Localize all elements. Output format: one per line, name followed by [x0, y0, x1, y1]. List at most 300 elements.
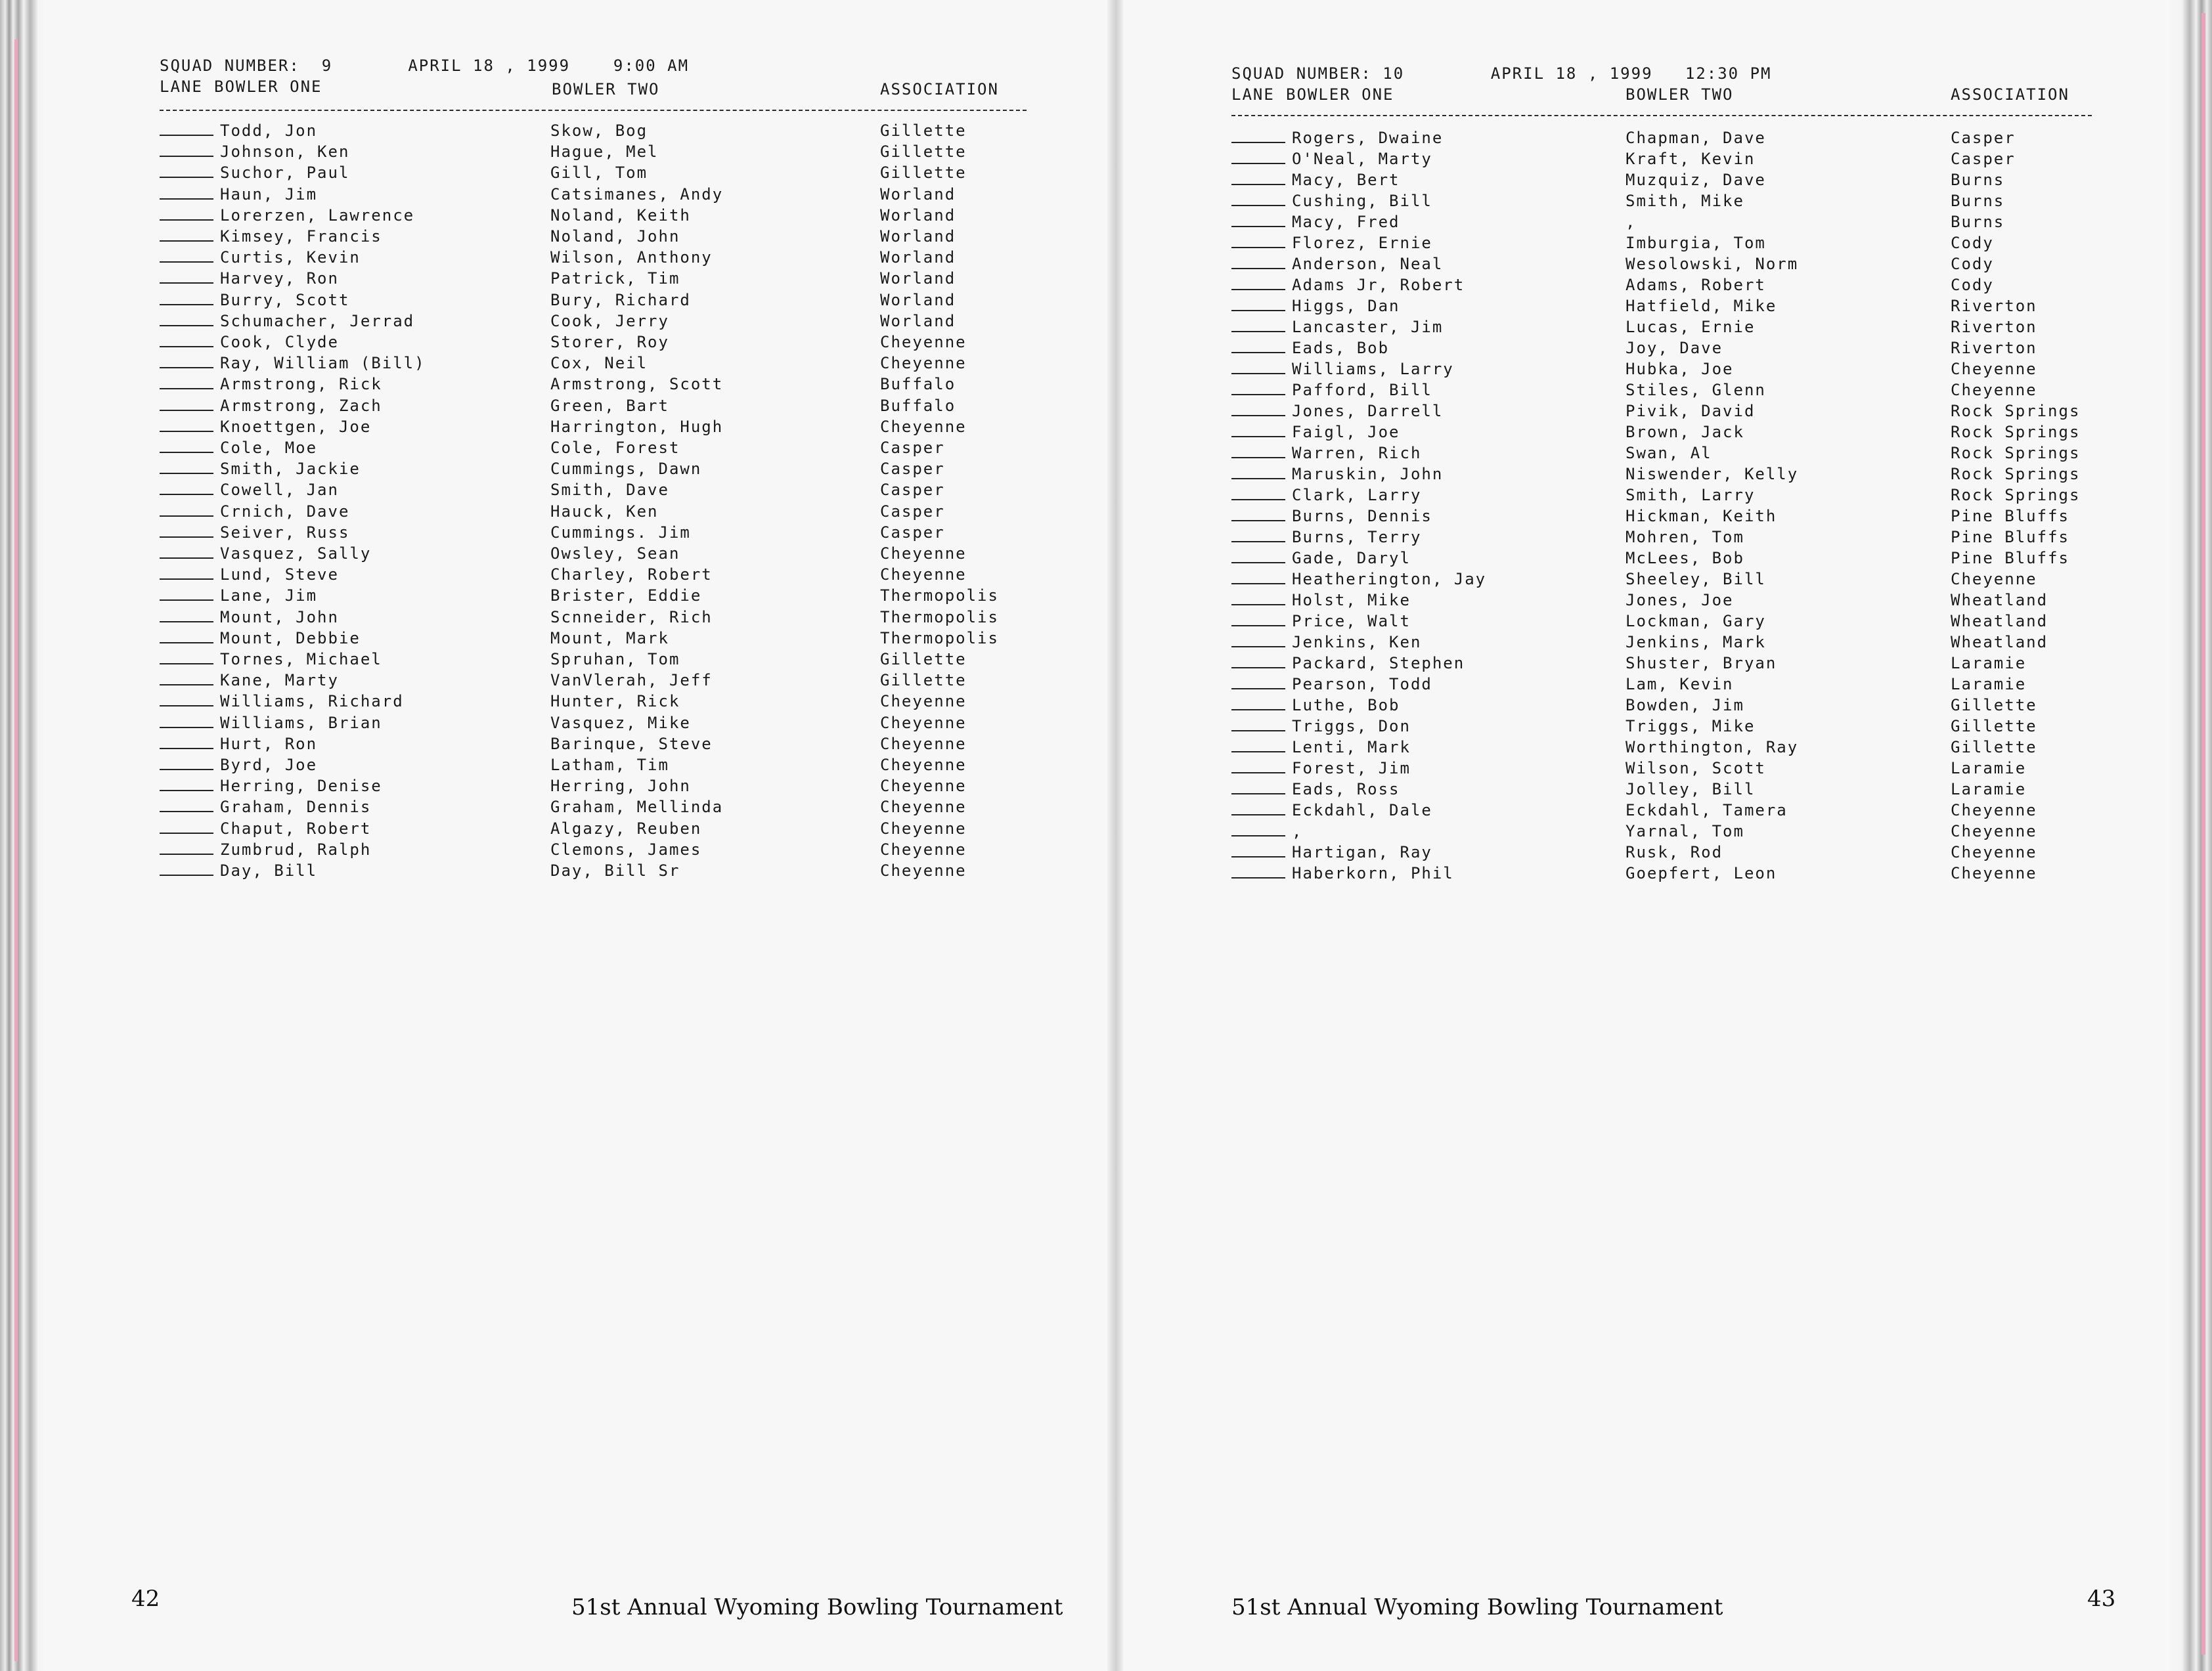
association-name: Gillette [880, 142, 967, 162]
bowler-two-name: Smith, Mike [1626, 192, 1744, 210]
bowler-one-name: Lancaster, Jim [1292, 318, 1444, 336]
association-name: Cheyenne [880, 692, 967, 711]
bowler-two-name: Owsley, Sean [550, 544, 680, 563]
bowler-two-name: Herring, John [550, 777, 691, 796]
table-row [1231, 506, 2112, 527]
association-name: Casper [880, 481, 945, 500]
association-name: Gillette [880, 163, 967, 183]
lane-blank-line [1231, 415, 1285, 416]
table-row [160, 522, 1040, 543]
lane-blank-line [1231, 688, 1285, 689]
bowler-two-name: Graham, Mellinda [550, 798, 724, 817]
bowler-two-name: Adams, Robert [1626, 276, 1766, 294]
table-row [160, 628, 1040, 649]
right-pink-edge [2201, 13, 2205, 1655]
table-row [1231, 380, 2112, 401]
association-name: Riverton [1951, 297, 2037, 315]
bowler-two-name: Stiles, Glenn [1626, 381, 1766, 399]
lane-blank-line [160, 452, 213, 453]
bowler-two-name: Hauck, Ken [550, 502, 659, 521]
lane-blank-line [1231, 268, 1285, 269]
bowler-one-name: Williams, Richard [220, 692, 404, 711]
lane-blank-line [160, 431, 213, 432]
lane-blank-line [160, 748, 213, 749]
bowler-one-name: Forest, Jim [1292, 759, 1411, 777]
bowler-two-name: Hunter, Rick [550, 692, 680, 711]
association-name: Pine Bluffs [1951, 528, 2069, 546]
table-row [160, 374, 1040, 395]
bowler-one-name: Lane, Jim [220, 586, 318, 605]
table-row [1231, 590, 2112, 611]
bowler-two-name: Cole, Forest [550, 439, 680, 457]
association-name: Casper [880, 460, 945, 479]
bowler-one-name: Knoettgen, Joe [220, 417, 372, 436]
lane-blank-line [160, 156, 213, 157]
lane-blank-line [1231, 205, 1285, 206]
bowler-one-name: Burns, Dennis [1292, 507, 1432, 525]
table-row [160, 649, 1040, 670]
bowler-two-name: Cummings. Jim [550, 523, 691, 542]
bowler-one-name: Cowell, Jan [220, 481, 339, 500]
bowler-two-name: Hickman, Keith [1626, 507, 1777, 525]
bowler-two-name: Spruhan, Tom [550, 650, 680, 668]
bowler-two-name: Wilson, Anthony [550, 248, 713, 267]
bowler-one-name: Kimsey, Francis [220, 227, 382, 246]
bowler-one-name: Vasquez, Sally [220, 544, 372, 563]
lane-blank-line [160, 410, 213, 411]
bowler-two-name: Noland, John [550, 227, 680, 246]
bowler-two-name: Hague, Mel [550, 142, 659, 162]
bowler-two-name: Cummings, Dawn [550, 460, 702, 479]
table-row [1231, 548, 2112, 569]
association-name: Buffalo [880, 396, 956, 415]
association-name: Pine Bluffs [1951, 507, 2069, 525]
bowler-one-name: Pafford, Bill [1292, 381, 1432, 399]
table-row [1231, 253, 2112, 274]
bowler-one-name: Maruskin, John [1292, 465, 1444, 483]
table-row [160, 818, 1040, 839]
lane-blank-line [1231, 709, 1285, 710]
bowler-two-name: Goepfert, Leon [1626, 864, 1777, 882]
bowler-two-name: Joy, Dave [1626, 339, 1723, 357]
bowler-two-name: , [1626, 213, 1637, 231]
bowler-two-name: Day, Bill Sr [550, 861, 680, 880]
lane-blank-line [1231, 520, 1285, 521]
bowler-two-name: Mohren, Tom [1626, 528, 1744, 546]
association-name: Gillette [1951, 738, 2037, 756]
lane-blank-line [1231, 436, 1285, 437]
bowler-two-name: Bowden, Jim [1626, 696, 1744, 714]
table-row [1231, 190, 2112, 211]
lane-blank-line [1231, 394, 1285, 395]
table-row [1231, 148, 2112, 169]
col-bowler-one-right: BOWLER ONE [1286, 85, 1394, 104]
association-name: Rock Springs [1951, 465, 2081, 483]
lane-blank-line [160, 557, 213, 559]
bowler-one-name: Armstrong, Zach [220, 396, 382, 415]
bowler-one-name: Heatherington, Jay [1292, 570, 1487, 588]
bowler-two-name: Chapman, Dave [1626, 129, 1766, 147]
bowler-two-name: VanVlerah, Jeff [550, 671, 713, 690]
bowler-one-name: Williams, Brian [220, 713, 382, 732]
association-name: Cheyenne [880, 777, 967, 796]
table-row [1231, 485, 2112, 506]
lane-blank-line [1231, 562, 1285, 563]
table-row [160, 585, 1040, 606]
bowler-two-name: Lockman, Gary [1626, 612, 1766, 630]
bowler-one-name: Cook, Clyde [220, 333, 339, 351]
association-name: Rock Springs [1951, 423, 2081, 441]
bowler-one-name: Burns, Terry [1292, 528, 1422, 546]
association-name: Worland [880, 311, 956, 330]
table-row [1231, 737, 2112, 758]
bowler-two-name: Rusk, Rod [1626, 843, 1723, 861]
bowler-one-name: Crnich, Dave [220, 502, 350, 521]
bowler-one-name: Hurt, Ron [220, 734, 318, 753]
lane-blank-line [1231, 625, 1285, 626]
squad-header-right: SQUAD NUMBER: 10 APRIL 18 , 1999 12:30 PM [1231, 64, 1772, 83]
association-name: Laramie [1951, 654, 2027, 672]
association-name: Worland [880, 184, 956, 204]
bowler-two-name: Skow, Bog [550, 121, 648, 140]
lane-blank-line [160, 135, 213, 136]
lane-blank-line [1231, 835, 1285, 836]
association-name: Cheyenne [1951, 381, 2037, 399]
page-number-left: 42 [131, 1586, 160, 1612]
bowler-one-name: Ray, William (Bill) [220, 354, 426, 373]
lane-blank-line [160, 177, 213, 178]
table-row [1231, 295, 2112, 316]
col-bowler-two-left: BOWLER TWO [552, 80, 660, 98]
bowler-one-name: Day, Bill [220, 861, 318, 880]
bowler-two-name: Lucas, Ernie [1626, 318, 1756, 336]
table-row [1231, 464, 2112, 485]
table-row [160, 754, 1040, 775]
association-name: Worland [880, 269, 956, 288]
table-row [160, 162, 1040, 183]
association-name: Gillette [1951, 696, 2037, 714]
table-row [160, 184, 1040, 205]
lane-blank-line [160, 769, 213, 770]
bowler-one-name: Jenkins, Ken [1292, 633, 1422, 651]
table-row [1231, 653, 2112, 674]
bowler-one-name: Jones, Darrell [1292, 402, 1444, 420]
bowler-one-name: Herring, Denise [220, 777, 382, 796]
bowler-two-name: Wesolowski, Norm [1626, 255, 1799, 273]
bowler-two-name: Brown, Jack [1626, 423, 1744, 441]
lane-blank-line [160, 536, 213, 538]
table-row [1231, 695, 2112, 716]
bowler-one-name: , [1292, 822, 1303, 840]
table-row [160, 775, 1040, 796]
bowler-two-name: Niswender, Kelly [1626, 465, 1799, 483]
bowler-one-name: Faigl, Joe [1292, 423, 1400, 441]
bowler-two-name: Swan, Al [1626, 444, 1712, 462]
page-number-right: 43 [2087, 1586, 2116, 1612]
lane-blank-line [160, 833, 213, 834]
lane-blank-line [1231, 184, 1285, 185]
bowler-two-name: Eckdahl, Tamera [1626, 801, 1788, 819]
bowler-one-name: Luthe, Bob [1292, 696, 1400, 714]
table-row [160, 290, 1040, 311]
bowler-one-name: Williams, Larry [1292, 360, 1454, 378]
table-row [1231, 358, 2112, 380]
table-row [160, 395, 1040, 416]
col-association-left: ASSOCIATION [880, 80, 999, 98]
table-row [160, 268, 1040, 289]
bowler-one-name: Byrd, Joe [220, 756, 318, 774]
bowler-one-name: Higgs, Dan [1292, 297, 1400, 315]
bowler-one-name: Price, Walt [1292, 612, 1411, 630]
bowler-two-name: Bury, Richard [550, 290, 691, 309]
association-name: Rock Springs [1951, 402, 2081, 420]
lane-blank-line [160, 346, 213, 347]
bowler-one-name: Anderson, Neal [1292, 255, 1444, 273]
association-name: Cheyenne [1951, 801, 2037, 819]
association-name: Cheyenne [880, 861, 967, 880]
bowler-two-name: Noland, Keith [550, 206, 691, 225]
lane-blank-line [160, 578, 213, 580]
association-name: Wheatland [1951, 591, 2048, 609]
lane-blank-line [1231, 226, 1285, 227]
bowler-two-name: Kraft, Kevin [1626, 150, 1756, 168]
table-row [1231, 758, 2112, 779]
association-name: Cheyenne [880, 333, 967, 351]
lane-blank-line [160, 282, 213, 284]
association-name: Gillette [880, 650, 967, 668]
association-name: Worland [880, 248, 956, 267]
bowler-one-name: Lorerzen, Lawrence [220, 206, 415, 225]
bowler-one-name: Curtis, Kevin [220, 248, 361, 267]
table-row [1231, 527, 2112, 548]
lane-blank-line [160, 325, 213, 326]
bowler-two-name: Gill, Tom [550, 163, 648, 183]
table-row [1231, 611, 2112, 632]
bowler-two-name: Pivik, David [1626, 402, 1756, 420]
bowler-two-name: Patrick, Tim [550, 269, 680, 288]
bowler-one-name: Eckdahl, Dale [1292, 801, 1432, 819]
lane-blank-line [1231, 730, 1285, 731]
association-name: Wheatland [1951, 612, 2048, 630]
bowler-one-name: Chaput, Robert [220, 819, 372, 838]
bowler-two-name: Lam, Kevin [1626, 675, 1734, 693]
bowler-two-name: Smith, Larry [1626, 486, 1756, 504]
lane-blank-line [160, 811, 213, 812]
bowler-two-name: Mount, Mark [550, 628, 669, 647]
bowler-two-name: Cox, Neil [550, 354, 648, 373]
table-row [160, 479, 1040, 500]
table-row [160, 501, 1040, 522]
bowler-one-name: Adams Jr, Robert [1292, 276, 1465, 294]
association-name: Laramie [1951, 780, 2027, 798]
table-row [1231, 716, 2112, 737]
table-row [160, 733, 1040, 754]
lane-blank-line [1231, 877, 1285, 879]
bowler-two-name: Triggs, Mike [1626, 717, 1756, 735]
association-name: Worland [880, 290, 956, 309]
table-row [160, 860, 1040, 881]
footer-title-left: 51st Annual Wyoming Bowling Tournament [571, 1594, 1063, 1620]
association-name: Cheyenne [880, 734, 967, 753]
lane-blank-line [160, 642, 213, 643]
bowler-one-name: Gade, Daryl [1292, 549, 1411, 567]
association-name: Cheyenne [880, 819, 967, 838]
association-name: Laramie [1951, 675, 2027, 693]
bowler-two-name: Charley, Robert [550, 565, 713, 584]
association-name: Rock Springs [1951, 444, 2081, 462]
table-row [160, 205, 1040, 226]
lane-blank-line [1231, 331, 1285, 332]
table-row [160, 796, 1040, 817]
bowler-one-name: Lenti, Mark [1292, 738, 1411, 756]
header-rule-left [160, 110, 1027, 111]
bowler-one-name: Macy, Fred [1292, 213, 1400, 231]
table-row [160, 120, 1040, 141]
lane-blank-line [1231, 352, 1285, 353]
bowler-one-name: Johnson, Ken [220, 142, 350, 162]
lane-blank-line [1231, 499, 1285, 500]
lane-blank-line [160, 621, 213, 622]
association-name: Cody [1951, 255, 1994, 273]
lane-blank-line [160, 198, 213, 200]
bowler-two-name: Muzquiz, Dave [1626, 171, 1766, 189]
table-row [1231, 443, 2112, 464]
bowler-one-name: Todd, Jon [220, 121, 318, 140]
table-row [1231, 274, 2112, 295]
bowler-one-name: Armstrong, Rick [220, 375, 382, 394]
lane-blank-line [1231, 604, 1285, 605]
lane-blank-line [160, 473, 213, 474]
association-name: Cheyenne [880, 354, 967, 373]
bowler-two-name: Algazy, Reuben [550, 819, 702, 838]
bowler-one-name: Macy, Bert [1292, 171, 1400, 189]
association-name: Cheyenne [1951, 822, 2037, 840]
bowler-one-name: Kane, Marty [220, 671, 339, 690]
bowler-two-name: Jolley, Bill [1626, 780, 1756, 798]
association-name: Cheyenne [880, 565, 967, 584]
association-name: Cheyenne [1951, 360, 2037, 378]
bowler-two-name: Green, Bart [550, 396, 669, 415]
lane-blank-line [1231, 856, 1285, 857]
bowler-one-name: Lund, Steve [220, 565, 339, 584]
header-rule-right [1231, 115, 2092, 116]
association-name: Burns [1951, 213, 2005, 231]
bowler-two-name: Vasquez, Mike [550, 713, 691, 732]
bowler-two-name: McLees, Bob [1626, 549, 1744, 567]
table-row [160, 543, 1040, 564]
lane-blank-line [160, 219, 213, 221]
lane-blank-line [160, 684, 213, 685]
table-row [1231, 211, 2112, 232]
bowler-one-name: Harvey, Ron [220, 269, 339, 288]
table-row [1231, 422, 2112, 443]
bowler-one-name: Smith, Jackie [220, 460, 361, 479]
association-name: Cheyenne [880, 417, 967, 436]
bowler-one-name: Suchor, Paul [220, 163, 350, 183]
lane-blank-line [160, 727, 213, 728]
col-lane-right: LANE [1231, 85, 1275, 104]
lane-blank-line [1231, 751, 1285, 752]
table-row [160, 247, 1040, 268]
lane-blank-line [160, 494, 213, 495]
bowler-two-name: Armstrong, Scott [550, 375, 724, 394]
association-name: Pine Bluffs [1951, 549, 2069, 567]
table-row [160, 458, 1040, 479]
lane-blank-line [160, 304, 213, 305]
association-name: Cheyenne [1951, 843, 2037, 861]
table-row [1231, 127, 2112, 148]
table-row [1231, 800, 2112, 821]
association-name: Wheatland [1951, 633, 2048, 651]
lane-blank-line [160, 599, 213, 601]
bowler-one-name: O'Neal, Marty [1292, 150, 1432, 168]
association-name: Casper [1951, 150, 2016, 168]
association-name: Thermopolis [880, 607, 999, 626]
association-name: Buffalo [880, 375, 956, 394]
book-gutter [1107, 0, 1123, 1671]
bowler-one-name: Eads, Ross [1292, 780, 1400, 798]
table-row [160, 311, 1040, 332]
table-row [160, 141, 1040, 162]
table-row [160, 437, 1040, 458]
bowler-two-name: Scnneider, Rich [550, 607, 713, 626]
lane-blank-line [1231, 478, 1285, 479]
table-row [160, 226, 1040, 247]
table-row [160, 416, 1040, 437]
bowler-two-name: Storer, Roy [550, 333, 669, 351]
table-row [1231, 779, 2112, 800]
bowler-two-name: Jenkins, Mark [1626, 633, 1766, 651]
col-bowler-one-left: BOWLER ONE [214, 77, 322, 96]
lane-blank-line [1231, 583, 1285, 584]
table-row [160, 712, 1040, 733]
association-name: Worland [880, 206, 956, 225]
bowler-one-name: Zumbrud, Ralph [220, 840, 372, 859]
table-row [160, 564, 1040, 585]
bowler-one-name: Mount, John [220, 607, 339, 626]
bowler-one-name: Mount, Debbie [220, 628, 361, 647]
association-name: Casper [1951, 129, 2016, 147]
lane-blank-line [1231, 667, 1285, 668]
association-name: Casper [880, 439, 945, 457]
col-bowler-two-right: BOWLER TWO [1626, 85, 1734, 104]
bowler-one-name: Graham, Dennis [220, 798, 372, 817]
bowler-one-name: Haberkorn, Phil [1292, 864, 1454, 882]
association-name: Cody [1951, 276, 1994, 294]
association-name: Cheyenne [880, 544, 967, 563]
table-row [1231, 674, 2112, 695]
lane-blank-line [1231, 373, 1285, 374]
association-name: Cheyenne [1951, 570, 2037, 588]
association-name: Cheyenne [880, 713, 967, 732]
squad-header-left: SQUAD NUMBER: 9 APRIL 18 , 1999 9:00 AM [160, 56, 690, 75]
footer-title-right: 51st Annual Wyoming Bowling Tournament [1231, 1594, 1723, 1620]
lane-blank-line [160, 663, 213, 664]
lane-blank-line [160, 261, 213, 263]
table-row [160, 332, 1040, 353]
table-row [1231, 569, 2112, 590]
bowler-two-name: Yarnal, Tom [1626, 822, 1744, 840]
bowler-one-name: Tornes, Michael [220, 650, 382, 668]
bowler-one-name: Holst, Mike [1292, 591, 1411, 609]
bowler-two-name: Shuster, Bryan [1626, 654, 1777, 672]
bowler-two-name: Barinque, Steve [550, 734, 713, 753]
lane-blank-line [1231, 457, 1285, 458]
table-row [1231, 821, 2112, 842]
association-name: Riverton [1951, 339, 2037, 357]
association-name: Riverton [1951, 318, 2037, 336]
bowler-two-name: Hubka, Joe [1626, 360, 1734, 378]
